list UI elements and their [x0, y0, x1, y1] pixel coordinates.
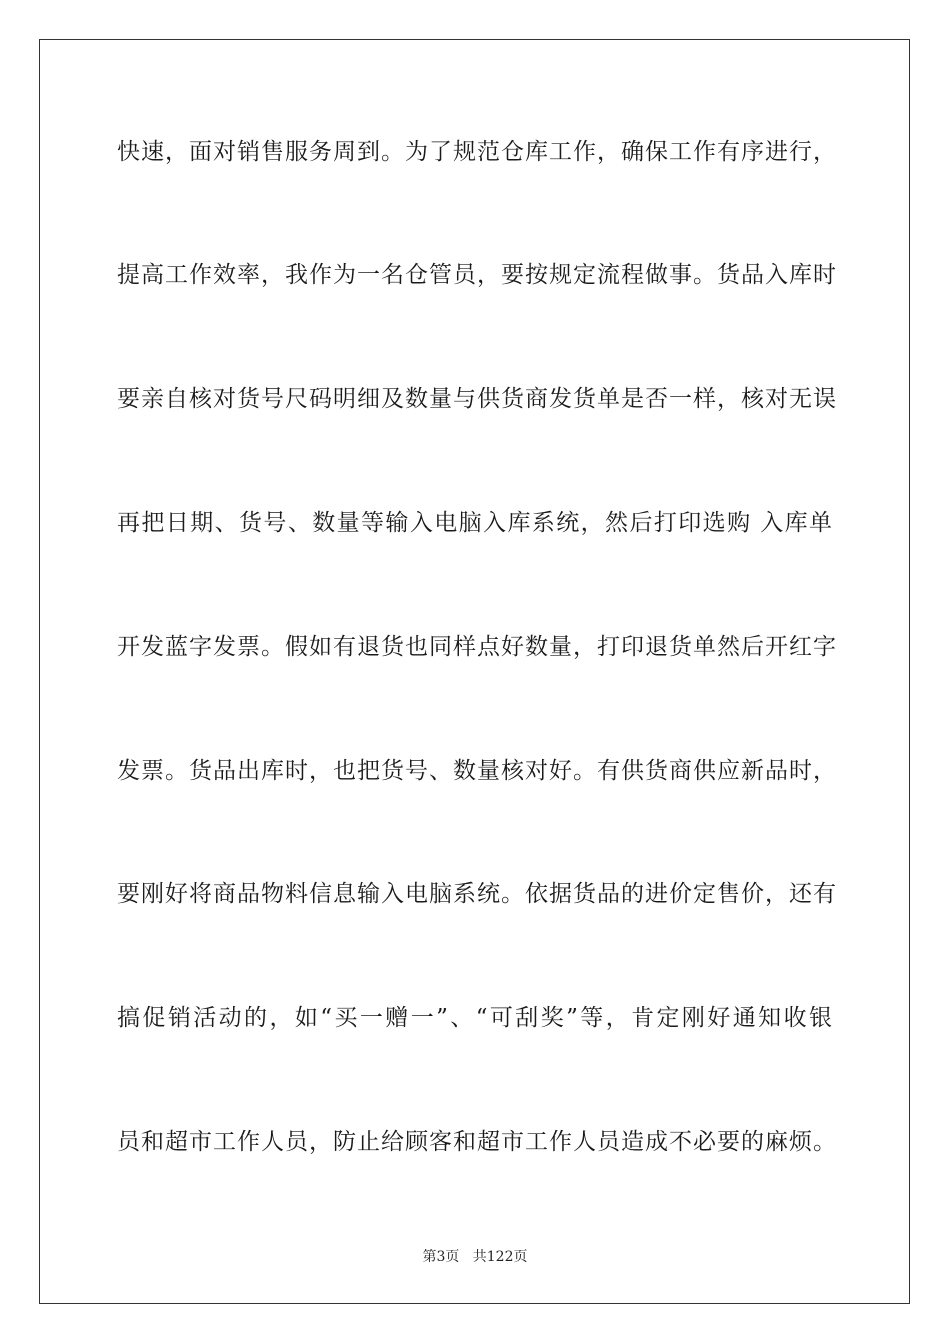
- text-line: 员和超市工作人员，防止给顾客和超市工作人员造成不必要的麻烦。: [117, 1129, 837, 1155]
- text-line: 要亲自核对货号尺码明细及数量与供货商发货单是否一样，核对无误: [117, 386, 837, 412]
- text-line: 提高工作效率，我作为一名仓管员，要按规定流程做事。货品入库时: [117, 262, 837, 288]
- text-line: 发票。货品出库时，也把货号、数量核对好。有供货商供应新品时，: [117, 758, 837, 784]
- page-number-footer: 第3页 共122页: [422, 1249, 528, 1265]
- text-line: 快速，面对销售服务周到。为了规范仓库工作，确保工作有序进行，: [117, 139, 837, 165]
- page-frame: [39, 39, 910, 1304]
- text-line: 再把日期、货号、数量等输入电脑入库系统，然后打印选购 入库单: [117, 510, 833, 536]
- text-line: 开发蓝字发票。假如有退货也同样点好数量，打印退货单然后开红字: [117, 634, 837, 660]
- text-line: 要刚好将商品物料信息输入电脑系统。依据货品的进价定售价，还有: [117, 881, 837, 907]
- text-line: 搞促销活动的，如“买一赠一”、“可刮奖”等，肯定刚好通知收银: [117, 1005, 833, 1031]
